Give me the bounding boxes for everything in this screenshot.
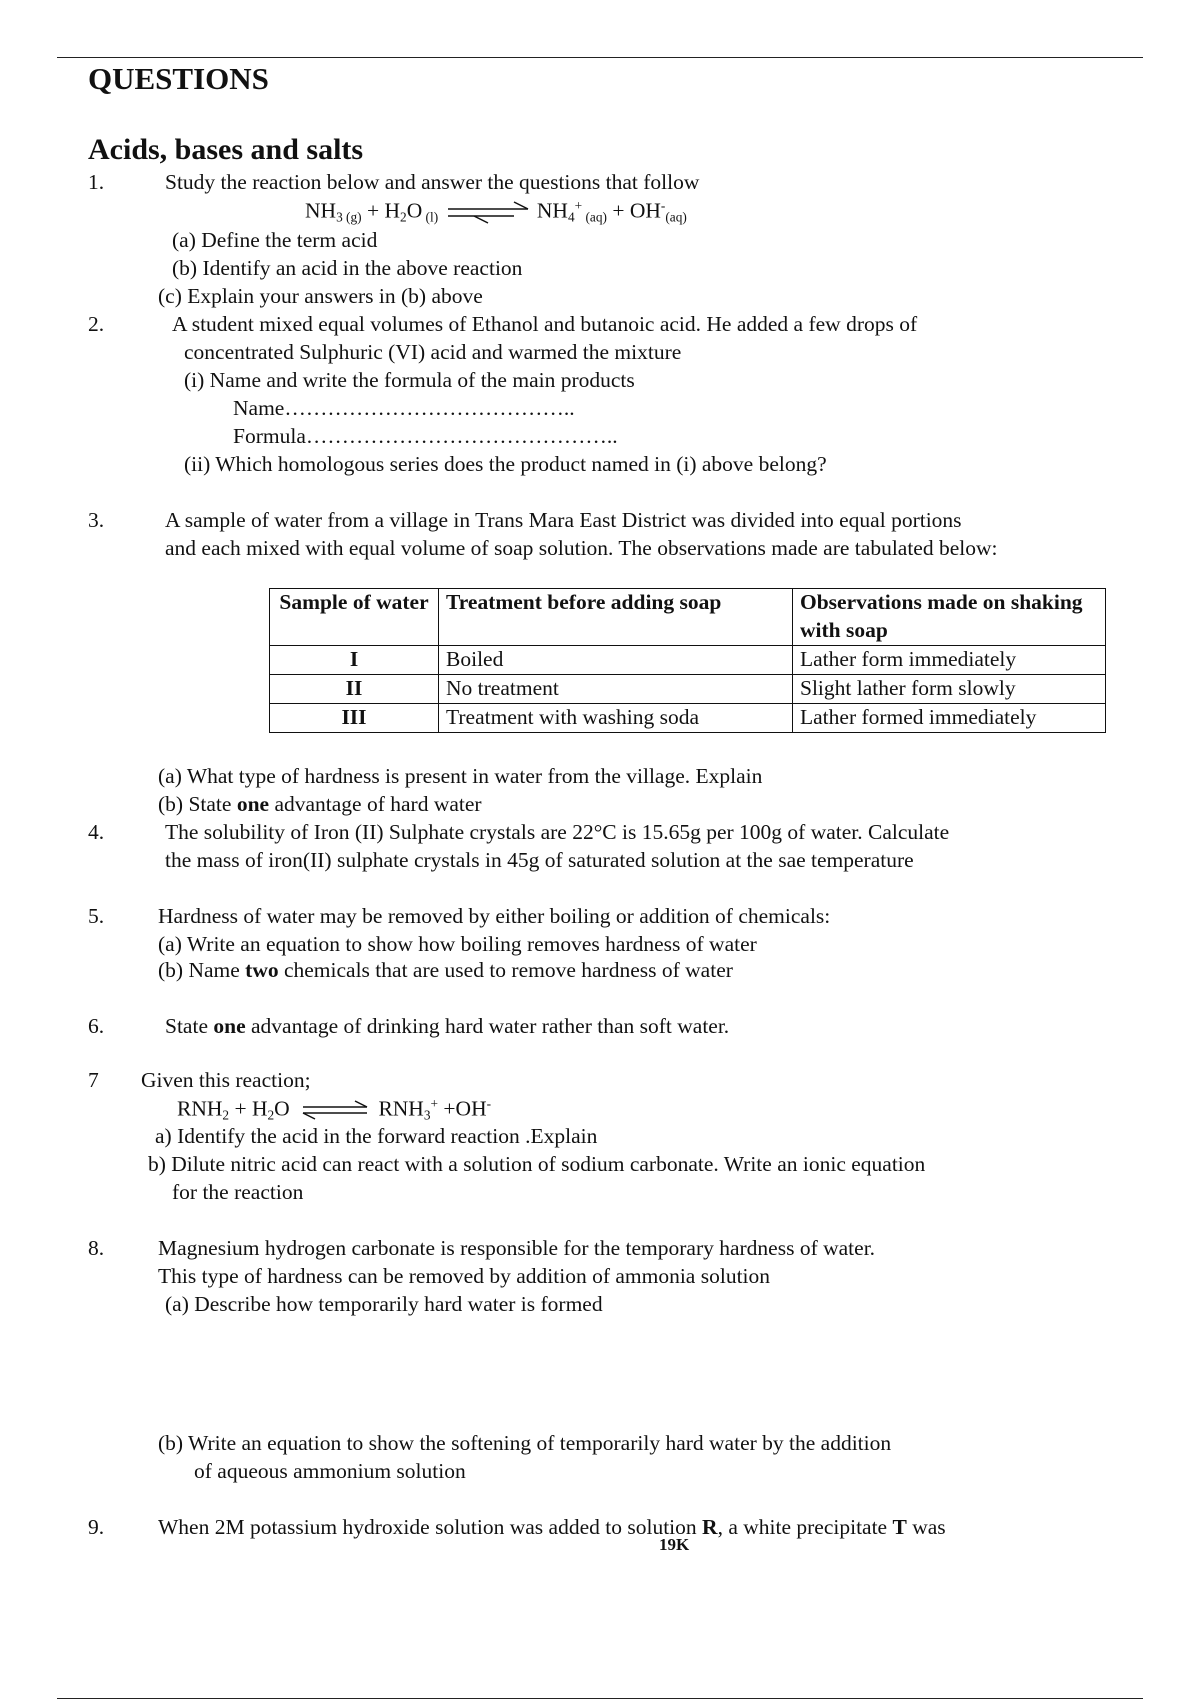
question-number: 4. [88,820,105,844]
page-mark: K [676,1535,690,1554]
table-header-row [270,589,1106,646]
question-text: and each mixed with equal volume of soap solution. The observations made are tabulated below: [165,536,998,560]
eq-term: RNH [177,1096,223,1121]
eq-term: + OH [606,198,661,223]
eq-sub: (aq) [582,209,607,225]
eq-sub: 3 [423,1107,431,1123]
question-number: 3. [88,508,105,532]
table-header: Treatment before adding soap [439,589,793,646]
table-cell: II [270,674,439,703]
eq-term: +OH [438,1096,487,1121]
eq-term: + H [361,198,401,223]
question-text: Hardness of water may be removed by either boiling or addition of chemicals: [158,904,831,928]
question-part: (i) Name and write the formula of the main products [184,368,635,392]
question-number: 6. [88,1014,105,1038]
text-run: , a white precipitate [717,1515,893,1539]
question-part [158,958,733,983]
eq-sup: - [486,1096,492,1111]
question-part [158,792,482,817]
text-run: advantage of hard water [269,792,482,816]
question-part: of aqueous ammonium solution [194,1459,466,1483]
table-cell: I [270,645,439,674]
bottom-rule [57,1698,1143,1699]
eq-sub: 2 [400,209,407,225]
page-number [659,1536,689,1553]
table-cell: Lather formed immediately [793,703,1106,732]
table-cell: Boiled [439,645,793,674]
eq-sub: (aq) [665,209,687,225]
question-text [158,1515,946,1540]
table-cell: Slight lather form slowly [793,674,1106,703]
question-part: a) Identify the acid in the forward reaction .Explain [155,1124,598,1148]
question-text: concentrated Sulphuric (VI) acid and warmed the mixture [184,340,682,364]
question-part: (b) Write an equation to show the softening of temporarily hard water by the addition [158,1431,892,1455]
question-number: 1. [88,170,105,194]
section-title: Acids, bases and salts [88,133,364,166]
equilibrium-arrow-icon [295,1098,373,1122]
table-row [270,674,1106,703]
page-number-value: 19 [659,1535,676,1554]
question-text: the mass of iron(II) sulphate crystals in 45g of saturated solution at the sae temperature [165,848,914,872]
table-cell: III [270,703,439,732]
eq-sub: 4 [567,209,575,225]
page-title: QUESTIONS [88,61,269,96]
text-run: (b) Name [158,958,246,982]
question-number: 5. [88,904,105,928]
eq-term: + H [229,1096,268,1121]
eq-sub: (l) [422,209,439,225]
answer-line-name: Name………………………………….. [233,396,575,420]
eq-sup: - [660,198,666,213]
emphasis: T [892,1515,907,1539]
eq-sub: 3 (g) [336,209,362,225]
question-part: (a) Define the term acid [172,228,378,252]
answer-line-formula: Formula…………………………………….. [233,424,618,448]
emphasis: one [213,1014,246,1038]
eq-sup: + [574,198,583,213]
reaction-equation [305,198,687,225]
text-run: (b) State [158,792,237,816]
table-cell: Treatment with washing soda [439,703,793,732]
question-text: A sample of water from a village in Trans Mara East District was divided into equal portions [165,508,962,532]
question-text [165,1014,729,1039]
table-cell: No treatment [439,674,793,703]
question-part: (b) Identify an acid in the above reaction [172,256,523,280]
eq-sub: 2 [222,1107,230,1123]
question-text: Study the reaction below and answer the questions that follow [165,170,700,194]
question-text: Given this reaction; [141,1068,311,1092]
eq-term: O [274,1096,290,1121]
emphasis: one [236,792,270,816]
question-text: Magnesium hydrogen carbonate is responsible for the temporary hardness of water. [158,1236,876,1260]
emphasis: R [702,1515,718,1539]
eq-term: RNH [378,1096,424,1121]
question-part: (a) Write an equation to show how boiling removes hardness of water [158,932,757,956]
text-run: State [165,1014,214,1038]
question-part: (ii) Which homologous series does the product named in (i) above belong? [184,452,827,476]
question-part: (a) What type of hardness is present in water from the village. Explain [158,764,763,788]
observations-table [269,588,1106,733]
question-number: 7 [88,1068,99,1092]
top-rule [57,57,1143,58]
text-run: advantage of drinking hard water rather than soft water. [245,1014,730,1038]
question-part: b) Dilute nitric acid can react with a solution of sodium carbonate. Write an ionic equation [148,1152,926,1176]
question-part: (a) Describe how temporarily hard water is formed [165,1292,603,1316]
question-number: 2. [88,312,105,336]
text-run: chemicals that are used to remove hardness of water [278,958,733,982]
question-text: The solubility of Iron (II) Sulphate crystals are 22°C is 15.65g per 100g of water. Calculate [165,820,950,844]
question-number: 9. [88,1515,105,1539]
question-number: 8. [88,1236,105,1260]
eq-term: O [406,198,423,223]
text-run: When 2M potassium hydroxide solution was added to solution [158,1515,703,1539]
emphasis: two [245,958,279,982]
table-row [270,703,1106,732]
table-header: Sample of water [270,589,439,646]
eq-term: NH [305,198,337,223]
question-text: A student mixed equal volumes of Ethanol and butanoic acid. He added a few drops of [172,312,918,336]
table-cell: Lather form immediately [793,645,1106,674]
table-header: Observations made on shaking with soap [793,589,1106,646]
eq-sub: 2 [267,1107,275,1123]
reaction-equation [177,1096,491,1123]
table-row [270,645,1106,674]
eq-sup: + [430,1096,439,1111]
text-run: was [906,1515,946,1539]
equilibrium-arrow-icon [444,199,532,225]
eq-term: NH [536,198,568,223]
question-part: for the reaction [172,1180,304,1204]
question-text: This type of hardness can be removed by addition of ammonia solution [158,1264,771,1288]
question-part: (c) Explain your answers in (b) above [158,284,483,308]
